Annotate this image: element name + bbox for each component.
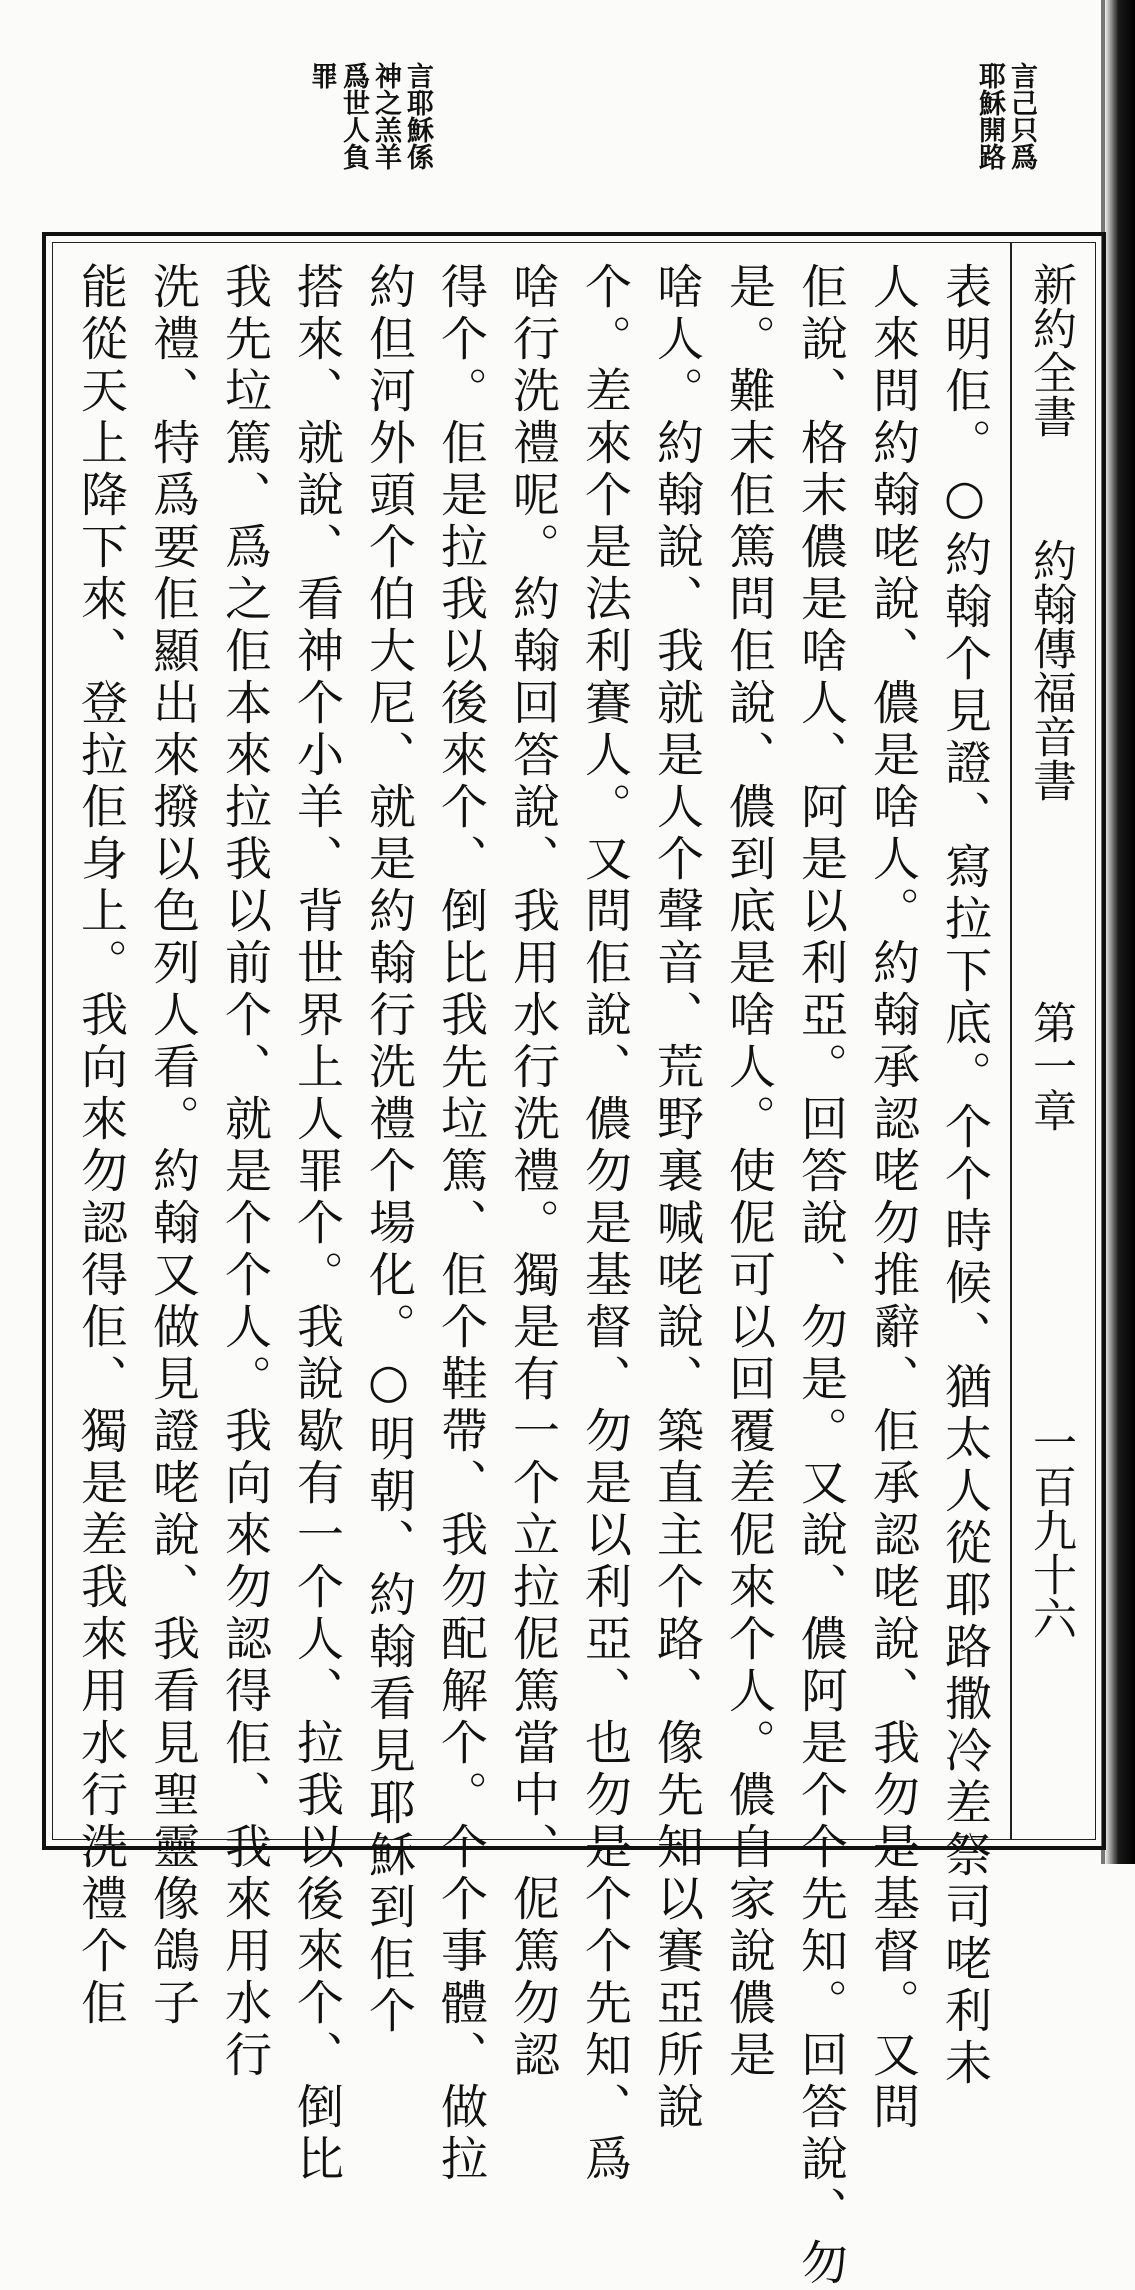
header-rule [1010, 242, 1012, 1840]
header-chapter: 第一章 [1025, 1000, 1076, 1132]
text-line: 啥行洗禮呢。約翰回答說、我用水行洗禮。獨是有一个立拉伲篤當中、伲篤勿認 [505, 262, 560, 2082]
margin-note-left-1: 言耶穌係 [402, 62, 433, 170]
header-book-title: 新約全書 [1025, 262, 1076, 438]
text-line: 是。難末佢篤問佢說、儂到底是啥人。使伲可以回覆差伲來个人。儂自家說儂是 [721, 262, 776, 2082]
text-line: 个。差來个是法利賽人。又問佢說、儂勿是基督、勿是以利亞、也勿是个个先知、爲 [577, 262, 632, 2186]
page-edge [1105, 0, 1135, 1864]
text-line: 能從天上降下來、登拉佢身上。我向來勿認得佢、獨是差我來用水行洗禮个佢 [73, 262, 128, 2030]
header-page-number: 一百九十六 [1025, 1420, 1076, 1640]
text-line: 啥人。約翰說、我就是人个聲音、荒野裏喊咾說、築直主个路、像先知以賽亞所說 [649, 262, 704, 2134]
text-line: 佢說、格末儂是啥人、阿是以利亞。回答說、勿是。又說、儂阿是个个先知。回答說、勿 [793, 262, 848, 2290]
text-line: 我先垃篤、爲之佢本來拉我以前个、就是个个人。我向來勿認得佢、我來用水行 [217, 262, 272, 2082]
text-line: 表明佢。○約翰个見證、寫拉下底。个个時候、猶太人從耶路撒冷差祭司咾利未 [937, 262, 992, 2090]
text-line: 得个。佢是拉我以後來个、倒比我先垃篤、佢个鞋帶、我勿配解个。个个事體、做拉 [433, 262, 488, 2186]
margin-note-left-4: 罪 [306, 62, 337, 89]
margin-note-right-2: 耶穌開路 [974, 62, 1005, 170]
header-gospel-title: 約翰傳福音書 [1025, 538, 1076, 802]
text-line: 人來問約翰咾說、儂是啥人。約翰承認咾勿推辭、佢承認咾說、我勿是基督。又問 [865, 262, 920, 2134]
text-line: 洗禮、特爲要佢顯出來撥以色列人看。約翰又做見證咾說、我看見聖靈像鴿子 [145, 262, 200, 2030]
margin-note-left-2: 神之羔羊 [370, 62, 401, 170]
margin-note-right-1: 言己只爲 [1006, 62, 1037, 170]
text-line: 約但河外頭个伯大尼、就是約翰行洗禮个場化。○明朝、約翰看見耶穌到佢个 [361, 262, 416, 2038]
text-line: 搭來、就說、看神个小羊、背世界上人罪个。我說歇有一个人、拉我以後來个、倒比 [289, 262, 344, 2186]
margin-note-left-3: 爲世人負 [338, 62, 369, 170]
